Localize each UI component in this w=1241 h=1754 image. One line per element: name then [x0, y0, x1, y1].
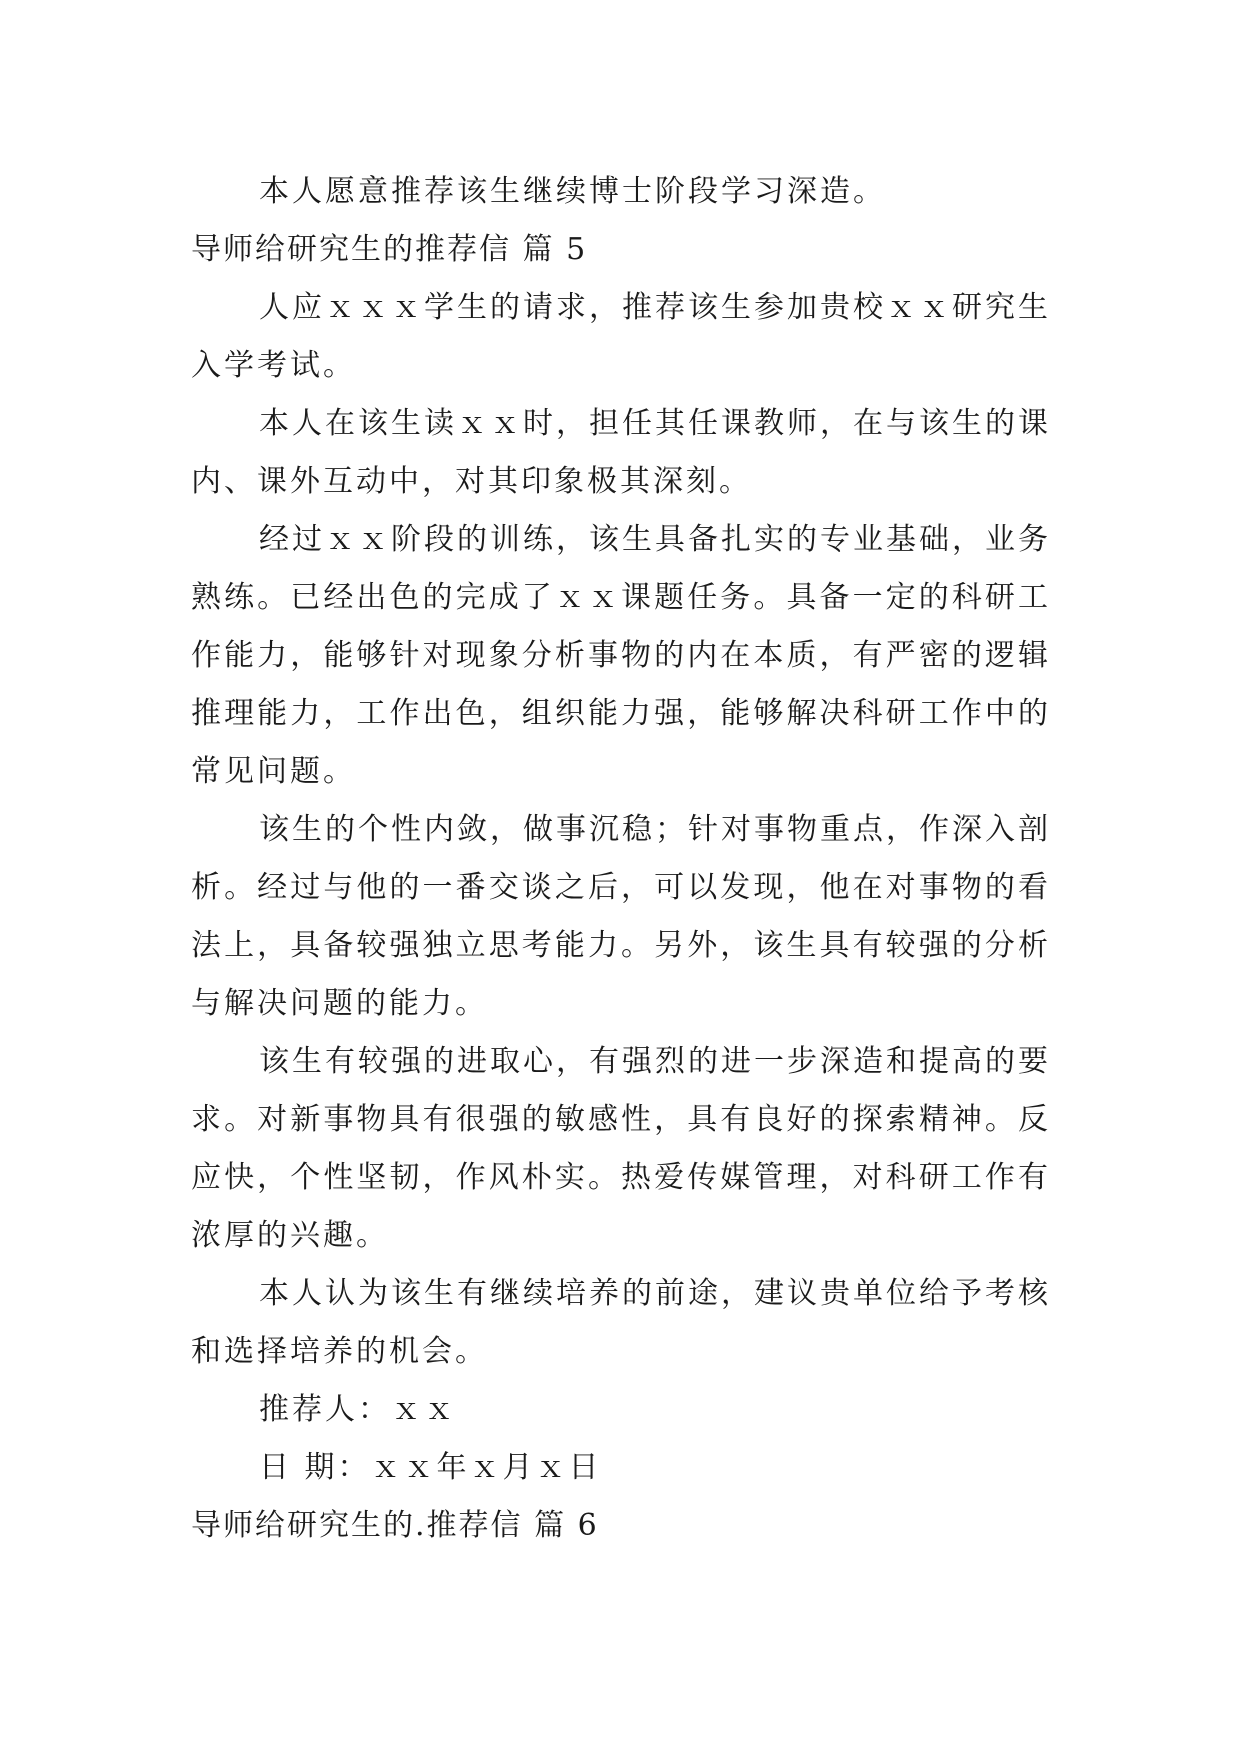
paragraph-motivation: 该生有较强的进取心，有强烈的进一步深造和提高的要求。对新事物具有很强的敏感性，具有良好的探索精神。反应快，个性坚韧，作风朴实。热爱传媒管理，对科研工作有浓厚的兴趣。 — [191, 1044, 1051, 1253]
paragraph-training: 经过ｘｘ阶段的训练，该生具备扎实的专业基础，业务熟练。已经出色的完成了ｘｘ课题任务。具备一定的科研工作能力，能够针对现象分析事物的内在本质，有严密的逻辑推理能力，工作出色，组织能力强，能够解决科研工作中的常见问题。 — [191, 522, 1051, 789]
paragraph-personality: 该生的个性内敛，做事沉稳；针对事物重点，作深入剖析。经过与他的一番交谈之后，可以发现，他在对事物的看法上，具备较强独立思考能力。另外，该生具有较强的分析与解决问题的能力。 — [191, 812, 1051, 1021]
letter-body — [191, 163, 1051, 1555]
section-5-title: 导师给研究生的推荐信 篇 5 — [191, 232, 588, 267]
date-line: 日 期：ｘｘ年ｘ月ｘ日 — [259, 1450, 602, 1485]
section-6-title: 导师给研究生的.推荐信 篇 6 — [191, 1508, 599, 1543]
paragraph-teacher-relation: 本人在该生读ｘｘ时，担任其任课教师，在与该生的课内、课外互动中，对其印象极其深刻。 — [191, 406, 1051, 499]
recommender-line: 推荐人：ｘｘ — [259, 1392, 457, 1427]
paragraph-recommendation: 本人认为该生有继续培养的前途，建议贵单位给予考核和选择培养的机会。 — [191, 1276, 1051, 1369]
opening-line: 本人愿意推荐该生继续博士阶段学习深造。 — [259, 174, 886, 209]
paragraph-request: 人应ｘｘｘ学生的请求，推荐该生参加贵校ｘｘ研究生入学考试。 — [191, 290, 1051, 383]
